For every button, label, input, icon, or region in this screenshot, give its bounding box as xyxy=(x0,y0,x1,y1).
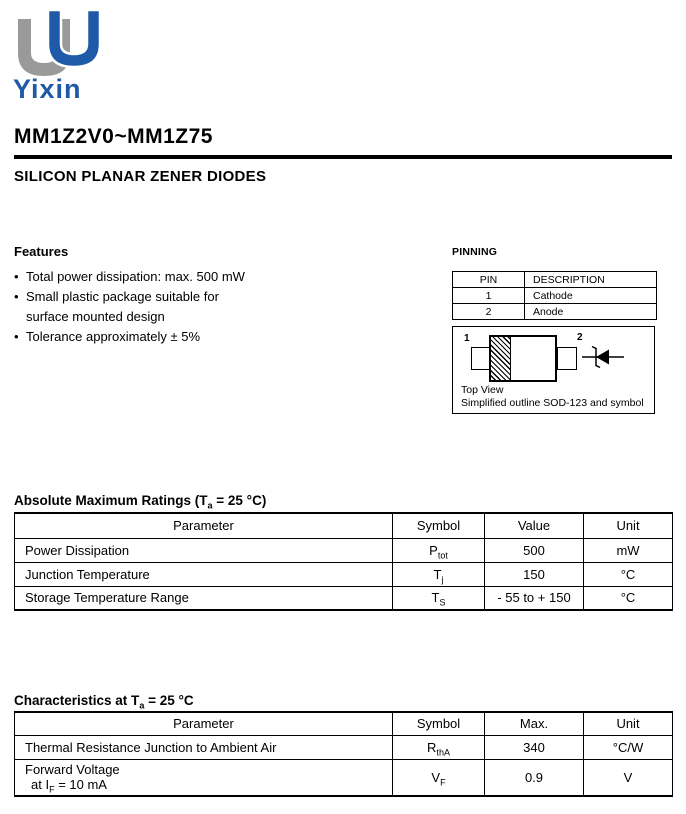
parameter-column-header: Parameter xyxy=(15,712,393,735)
parameter-cell xyxy=(15,759,393,796)
max-cell: 340 xyxy=(485,735,584,759)
table-row xyxy=(15,538,673,562)
symbol-cell: $V_F$ xyxy=(393,759,485,796)
parameter-cell: Junction Temperature xyxy=(15,562,393,586)
parameter-cell: Power Dissipation xyxy=(15,538,393,562)
part-number-title: MM1Z2V0~MM1Z75 xyxy=(14,125,213,148)
cathode-band-hatch xyxy=(491,337,511,380)
package-pin1-label: 1 xyxy=(464,333,470,344)
caption-outline: Simplified outline SOD-123 and symbol xyxy=(461,397,644,409)
parameter-cell: Storage Temperature Range xyxy=(15,586,393,610)
pin-description: Cathode xyxy=(525,288,657,304)
max-column-header: Max. xyxy=(485,712,584,735)
abs-max-table xyxy=(14,512,673,611)
zener-diode-symbol-icon xyxy=(582,343,624,371)
brand-name: Yixin xyxy=(13,74,82,104)
table-row xyxy=(15,586,673,610)
pin-description: Anode xyxy=(525,304,657,320)
description-column-header: DESCRIPTION xyxy=(525,272,657,288)
package-body xyxy=(489,335,557,382)
feature-text: Small plastic package suitable for xyxy=(26,289,219,304)
symbol-column-header: Symbol xyxy=(393,712,485,735)
package-pin2-label: 2 xyxy=(577,332,583,343)
pin-column-header: PIN xyxy=(453,272,525,288)
parameter-line1: Forward Voltage xyxy=(25,762,120,778)
feature-item xyxy=(14,287,394,307)
features-heading: Features xyxy=(14,244,69,259)
title-divider xyxy=(14,155,672,159)
max-cell: 0.9 xyxy=(485,759,584,796)
symbol-cell: $T_S$ xyxy=(393,586,485,610)
unit-cell: °C xyxy=(584,586,673,610)
bullet-icon: • xyxy=(14,329,19,344)
value-column-header: Value xyxy=(485,513,584,538)
characteristics-table xyxy=(14,711,673,797)
pin-number: 2 xyxy=(453,304,525,320)
package-caption xyxy=(461,384,644,410)
value-cell: - 55 to + 150 xyxy=(485,586,584,610)
brand-logo-u-icon xyxy=(18,10,106,78)
table-row xyxy=(453,288,657,304)
symbol-cell: $R_{thA}$ xyxy=(393,735,485,759)
characteristics-heading: Characteristics at $T_a = 25$ °C xyxy=(14,693,194,711)
table-row xyxy=(15,759,673,796)
value-cell: 500 xyxy=(485,538,584,562)
pin-number: 1 xyxy=(453,288,525,304)
table-row xyxy=(453,304,657,320)
value-cell: 150 xyxy=(485,562,584,586)
package-lead-1 xyxy=(471,347,491,370)
table-row xyxy=(15,735,673,759)
parameter-cell: Thermal Resistance Junction to Ambient Air xyxy=(15,735,393,759)
pinning-table xyxy=(452,271,657,320)
symbol-cell: $P_{tot}$ xyxy=(393,538,485,562)
bullet-icon: • xyxy=(14,289,19,304)
bullet-icon: • xyxy=(14,269,19,284)
pinning-header-row xyxy=(453,272,657,288)
feature-text-wrap: surface mounted design xyxy=(26,309,165,324)
parameter-line2: at $I_F = 10$ mA xyxy=(31,777,107,795)
unit-column-header: Unit xyxy=(584,513,673,538)
package-outline-figure xyxy=(452,326,655,414)
pinning-heading: PINNING xyxy=(452,246,498,258)
caption-top-view: Top View xyxy=(461,384,504,396)
page-subtitle: SILICON PLANAR ZENER DIODES xyxy=(14,168,267,185)
feature-text: Total power dissipation: max. 500 mW xyxy=(26,269,245,284)
unit-cell: mW xyxy=(584,538,673,562)
characteristics-header-row xyxy=(15,712,673,735)
table-row xyxy=(15,562,673,586)
feature-text: Tolerance approximately ± 5% xyxy=(26,329,201,344)
parameter-column-header: Parameter xyxy=(15,513,393,538)
features-list xyxy=(14,267,394,347)
unit-cell: °C xyxy=(584,562,673,586)
symbol-column-header: Symbol xyxy=(393,513,485,538)
feature-item xyxy=(14,327,394,347)
unit-cell: °C/W xyxy=(584,735,673,759)
package-lead-2 xyxy=(557,347,577,370)
feature-item xyxy=(14,267,394,287)
abs-max-heading: Absolute Maximum Ratings ($T_a = 25$ °C) xyxy=(14,493,267,511)
unit-column-header: Unit xyxy=(584,712,673,735)
symbol-cell: $T_j$ xyxy=(393,562,485,586)
abs-max-header-row xyxy=(15,513,673,538)
unit-cell: V xyxy=(584,759,673,796)
